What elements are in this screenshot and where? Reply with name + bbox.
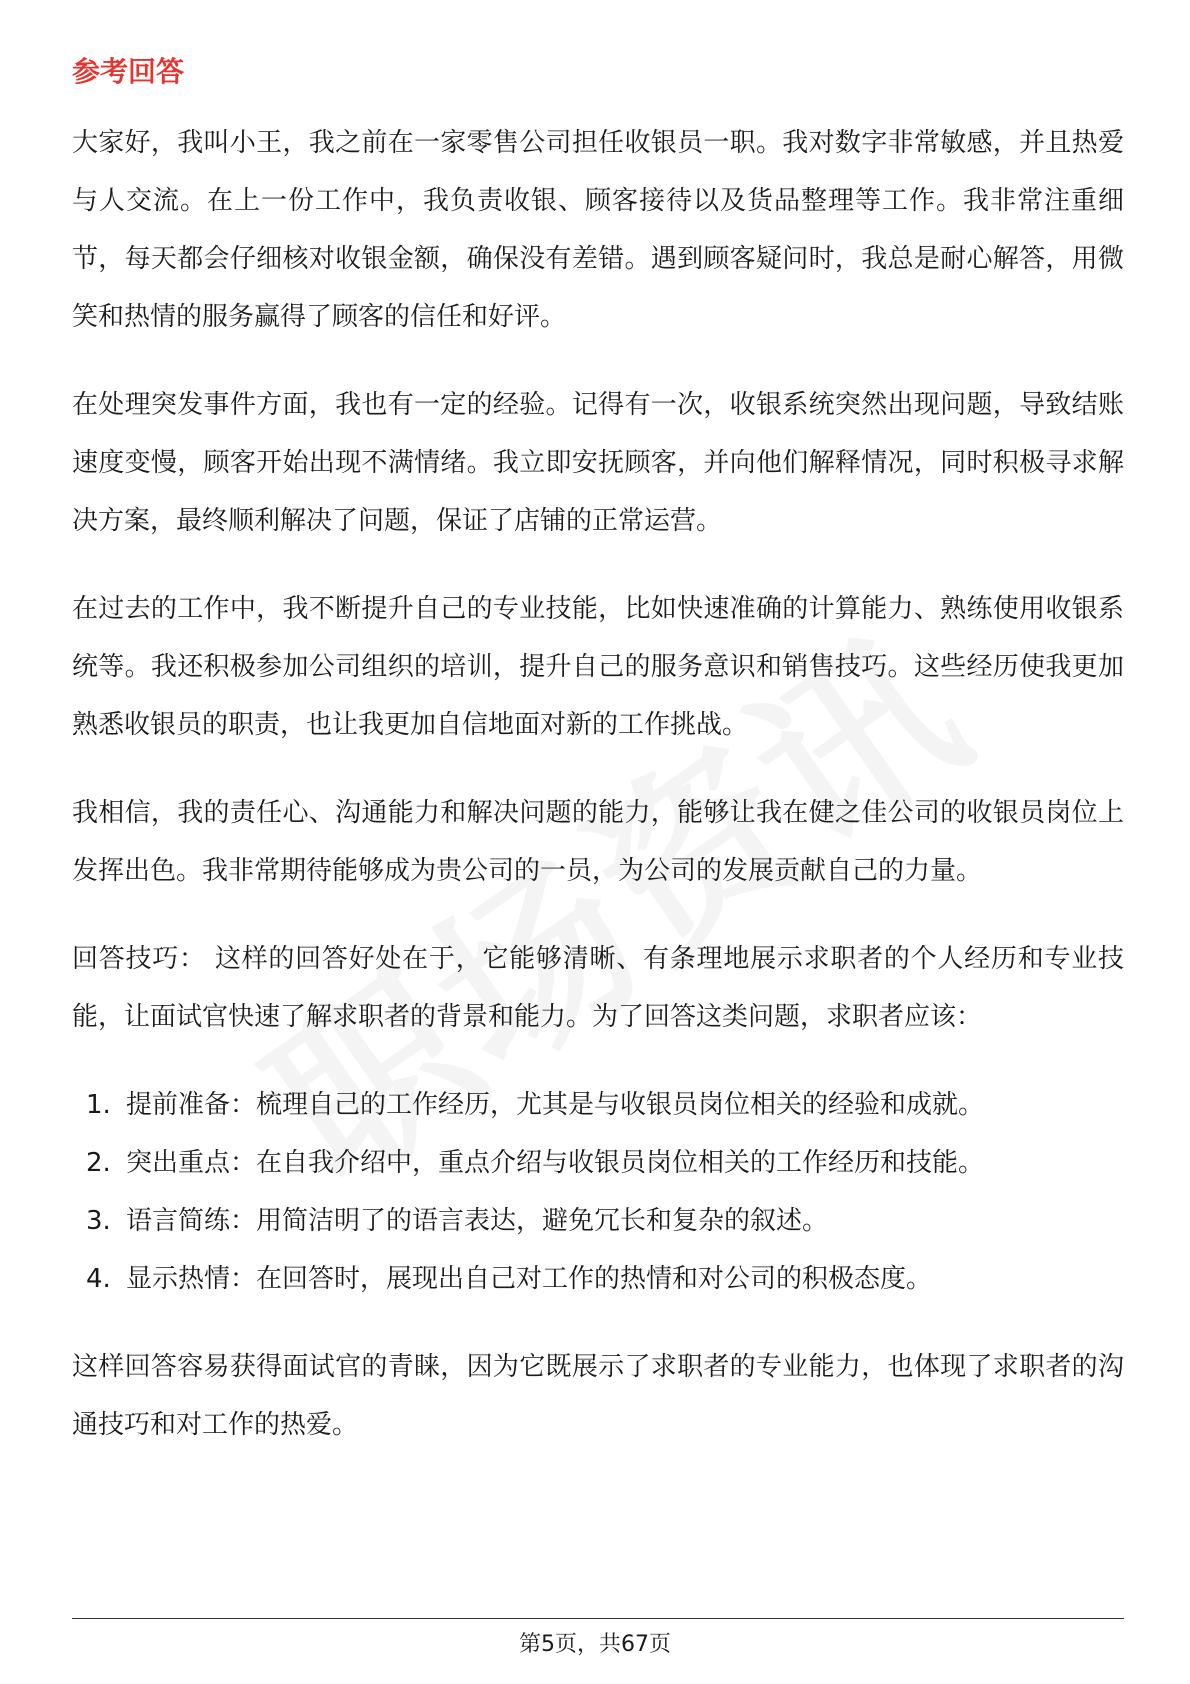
- list-number: 1.: [86, 1090, 111, 1120]
- paragraph-intro: 大家好，我叫小王，我之前在一家零售公司担任收银员一职。我对数字非常敏感，并且热爱与人交流。在上一份工作中，我负责收银、顾客接待以及货品整理等工作。我非常注重细节，每天都会仔细核对收银金额，确保没有差错。遇到顾客疑问时，我总是耐心解答，用微笑和热情的服务赢得了顾客的信任和好评。: [72, 128, 1124, 332]
- list-text: 提前准备：梳理自己的工作经历，尤其是与收银员岗位相关的经验和成就。: [126, 1090, 985, 1120]
- list-number: 4.: [86, 1264, 111, 1294]
- list-text: 语言简练：用简洁明了的语言表达，避免冗长和复杂的叙述。: [126, 1206, 829, 1236]
- list-item: [86, 1134, 1124, 1192]
- list-item: [86, 1076, 1124, 1134]
- list-number: 3.: [86, 1206, 111, 1236]
- list-text: 显示热情：在回答时，展现出自己对工作的热情和对公司的积极态度。: [126, 1264, 933, 1294]
- page-number: 第5页，共67页: [519, 1632, 671, 1657]
- paragraph-skills: 在过去的工作中，我不断提升自己的专业技能，比如快速准确的计算能力、熟练使用收银系统等。我还积极参加公司组织的培训，提升自己的服务意识和销售技巧。这些经历使我更加熟悉收银员的职责，也让我更加自信地面对新的工作挑战。: [72, 594, 1124, 740]
- list-text: 突出重点：在自我介绍中，重点介绍与收银员岗位相关的工作经历和技能。: [126, 1148, 985, 1178]
- footer-divider: [72, 1618, 1124, 1619]
- document-page: [72, 40, 1124, 1484]
- list-item: [86, 1192, 1124, 1250]
- section-heading: 参考回答: [72, 55, 185, 88]
- list-number: 2.: [86, 1148, 111, 1178]
- tips-list: [72, 1076, 1124, 1308]
- paragraph-emergency: 在处理突发事件方面，我也有一定的经验。记得有一次，收银系统突然出现问题，导致结账速度变慢，顾客开始出现不满情绪。我立即安抚顾客，并向他们解释情况，同时积极寻求解决方案，最终顺利解决了问题，保证了店铺的正常运营。: [72, 390, 1124, 536]
- paragraph-confidence: 我相信，我的责任心、沟通能力和解决问题的能力，能够让我在健之佳公司的收银员岗位上发挥出色。我非常期待能够成为贵公司的一员，为公司的发展贡献自己的力量。: [72, 798, 1124, 886]
- paragraph-closing: 这样回答容易获得面试官的青睐，因为它既展示了求职者的专业能力，也体现了求职者的沟通技巧和对工作的热爱。: [72, 1352, 1124, 1440]
- list-item: [86, 1250, 1124, 1308]
- paragraph-tips-intro: 回答技巧： 这样的回答好处在于，它能够清晰、有条理地展示求职者的个人经历和专业技能，让面试官快速了解求职者的背景和能力。为了回答这类问题，求职者应该：: [72, 944, 1124, 1032]
